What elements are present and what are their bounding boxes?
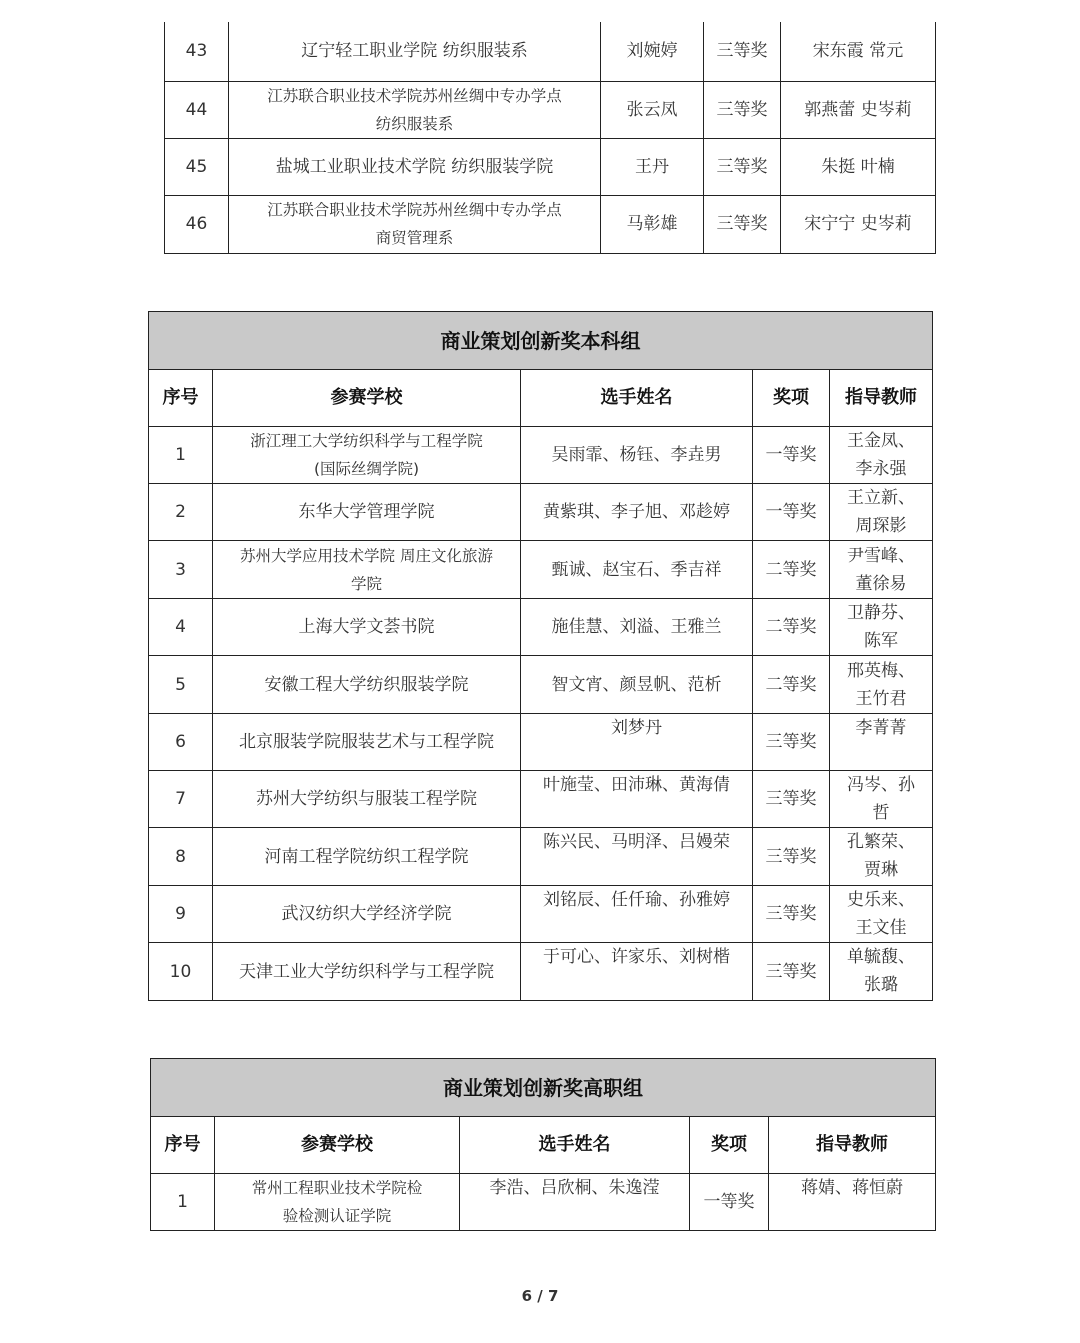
cell-student: 王丹 [601,138,704,195]
cell-student: 吴雨霏、杨钰、李垚男 [521,427,753,484]
cell-student: 刘梦丹 [521,714,753,771]
cell-school: 东华大学管理学院 [213,484,521,541]
cell-award: 三等奖 [753,886,830,943]
table-row [149,771,933,828]
cell-school: 北京服装学院服装艺术与工程学院 [213,714,521,771]
table-row [149,828,933,886]
cell-student: 李浩、吕欣桐、朱逸滢 [460,1174,690,1231]
cell-award: 二等奖 [753,599,830,656]
cell-no: 44 [165,81,229,138]
cell-school: 浙江理工大学纺织科学与工程学院 (国际丝绸学院) [213,427,521,484]
cell-teacher: 史乐来、 王文佳 [830,886,933,943]
cell-award: 三等奖 [753,943,830,1001]
undergrad-awards-table [148,311,933,1001]
table-row [165,138,936,195]
page-indicator: 6 / 7 [521,1287,559,1305]
table-row [151,1174,936,1231]
cell-school: 辽宁轻工职业学院 纺织服装系 [229,22,601,81]
cell-no: 2 [149,484,213,541]
header-teacher: 指导教师 [830,370,933,427]
cell-no: 10 [149,943,213,1001]
vocational-awards-table [150,1058,936,1231]
cell-no: 1 [151,1174,215,1231]
header-no: 序号 [151,1117,215,1174]
cell-teacher: 单毓馥、 张璐 [830,943,933,1001]
cell-award: 三等奖 [753,714,830,771]
cell-award: 一等奖 [753,427,830,484]
cell-student: 刘铭辰、任仟瑜、孙雅婷 [521,886,753,943]
cell-award: 二等奖 [753,656,830,714]
cell-award: 二等奖 [753,541,830,599]
cell-no: 5 [149,656,213,714]
table-row [149,714,933,771]
header-school: 参赛学校 [215,1117,460,1174]
table-row [149,599,933,656]
cell-school: 安徽工程大学纺织服装学院 [213,656,521,714]
cell-award: 一等奖 [690,1174,769,1231]
cell-teacher: 王金凤、 李永强 [830,427,933,484]
cell-teacher: 郭燕蕾 史岑莉 [781,81,936,138]
cell-teacher: 尹雪峰、 董徐易 [830,541,933,599]
cell-award: 三等奖 [704,138,781,195]
cell-award: 三等奖 [753,771,830,828]
cell-student: 黄紫琪、李子旭、邓趁婷 [521,484,753,541]
cell-school: 盐城工业职业技术学院 纺织服装学院 [229,138,601,195]
cell-teacher: 卫静芬、 陈军 [830,599,933,656]
cell-no: 7 [149,771,213,828]
cell-no: 3 [149,541,213,599]
cell-teacher: 宋宁宁 史岑莉 [781,195,936,253]
cell-no: 6 [149,714,213,771]
table-row [165,195,936,253]
cell-teacher: 宋东霞 常元 [781,22,936,81]
cell-student: 甄诚、赵宝石、季吉祥 [521,541,753,599]
table-title: 商业策划创新奖高职组 [151,1059,936,1117]
cell-teacher: 孔繁荣、 贾琳 [830,828,933,886]
cell-school: 天津工业大学纺织科学与工程学院 [213,943,521,1001]
cell-student: 刘婉婷 [601,22,704,81]
cell-award: 一等奖 [753,484,830,541]
cell-teacher: 冯岑、孙 哲 [830,771,933,828]
header-student: 选手姓名 [460,1117,690,1174]
table-row [149,484,933,541]
cell-student: 施佳慧、刘溢、王雅兰 [521,599,753,656]
header-award: 奖项 [753,370,830,427]
cell-no: 45 [165,138,229,195]
table-row [149,656,933,714]
cell-school: 上海大学文荟书院 [213,599,521,656]
table-row [165,22,936,81]
cell-school: 河南工程学院纺织工程学院 [213,828,521,886]
cell-teacher: 蒋婧、蒋恒蔚 [769,1174,936,1231]
cell-award: 三等奖 [704,81,781,138]
cell-school: 常州工程职业技术学院检 验检测认证学院 [215,1174,460,1231]
table-title: 商业策划创新奖本科组 [149,312,933,370]
cell-student: 张云凤 [601,81,704,138]
cell-school: 武汉纺织大学经济学院 [213,886,521,943]
cell-award: 三等奖 [704,22,781,81]
cell-school: 江苏联合职业技术学院苏州丝绸中专办学点 纺织服装系 [229,81,601,138]
cell-teacher: 李菁菁 [830,714,933,771]
header-award: 奖项 [690,1117,769,1174]
cell-student: 智文宵、颜昱帆、范析 [521,656,753,714]
header-teacher: 指导教师 [769,1117,936,1174]
cell-teacher: 朱挺 叶楠 [781,138,936,195]
table-row [149,886,933,943]
table-row [149,943,933,1001]
header-school: 参赛学校 [213,370,521,427]
cell-student: 马彰雄 [601,195,704,253]
cell-school: 苏州大学纺织与服装工程学院 [213,771,521,828]
cell-student: 叶施莹、田沛琳、黄海倩 [521,771,753,828]
cell-award: 三等奖 [704,195,781,253]
cell-no: 4 [149,599,213,656]
header-no: 序号 [149,370,213,427]
cell-student: 陈兴民、马明泽、吕嫚荣 [521,828,753,886]
cell-no: 8 [149,828,213,886]
cell-no: 1 [149,427,213,484]
cell-no: 43 [165,22,229,81]
cell-school: 江苏联合职业技术学院苏州丝绸中专办学点 商贸管理系 [229,195,601,253]
cell-teacher: 邢英梅、 王竹君 [830,656,933,714]
previous-awards-table [164,22,936,254]
table-row [149,541,933,599]
table-row [165,81,936,138]
cell-student: 于可心、许家乐、刘树楷 [521,943,753,1001]
cell-award: 三等奖 [753,828,830,886]
cell-teacher: 王立新、 周琛影 [830,484,933,541]
cell-school: 苏州大学应用技术学院 周庄文化旅游 学院 [213,541,521,599]
header-student: 选手姓名 [521,370,753,427]
cell-no: 46 [165,195,229,253]
cell-no: 9 [149,886,213,943]
table-row [149,427,933,484]
